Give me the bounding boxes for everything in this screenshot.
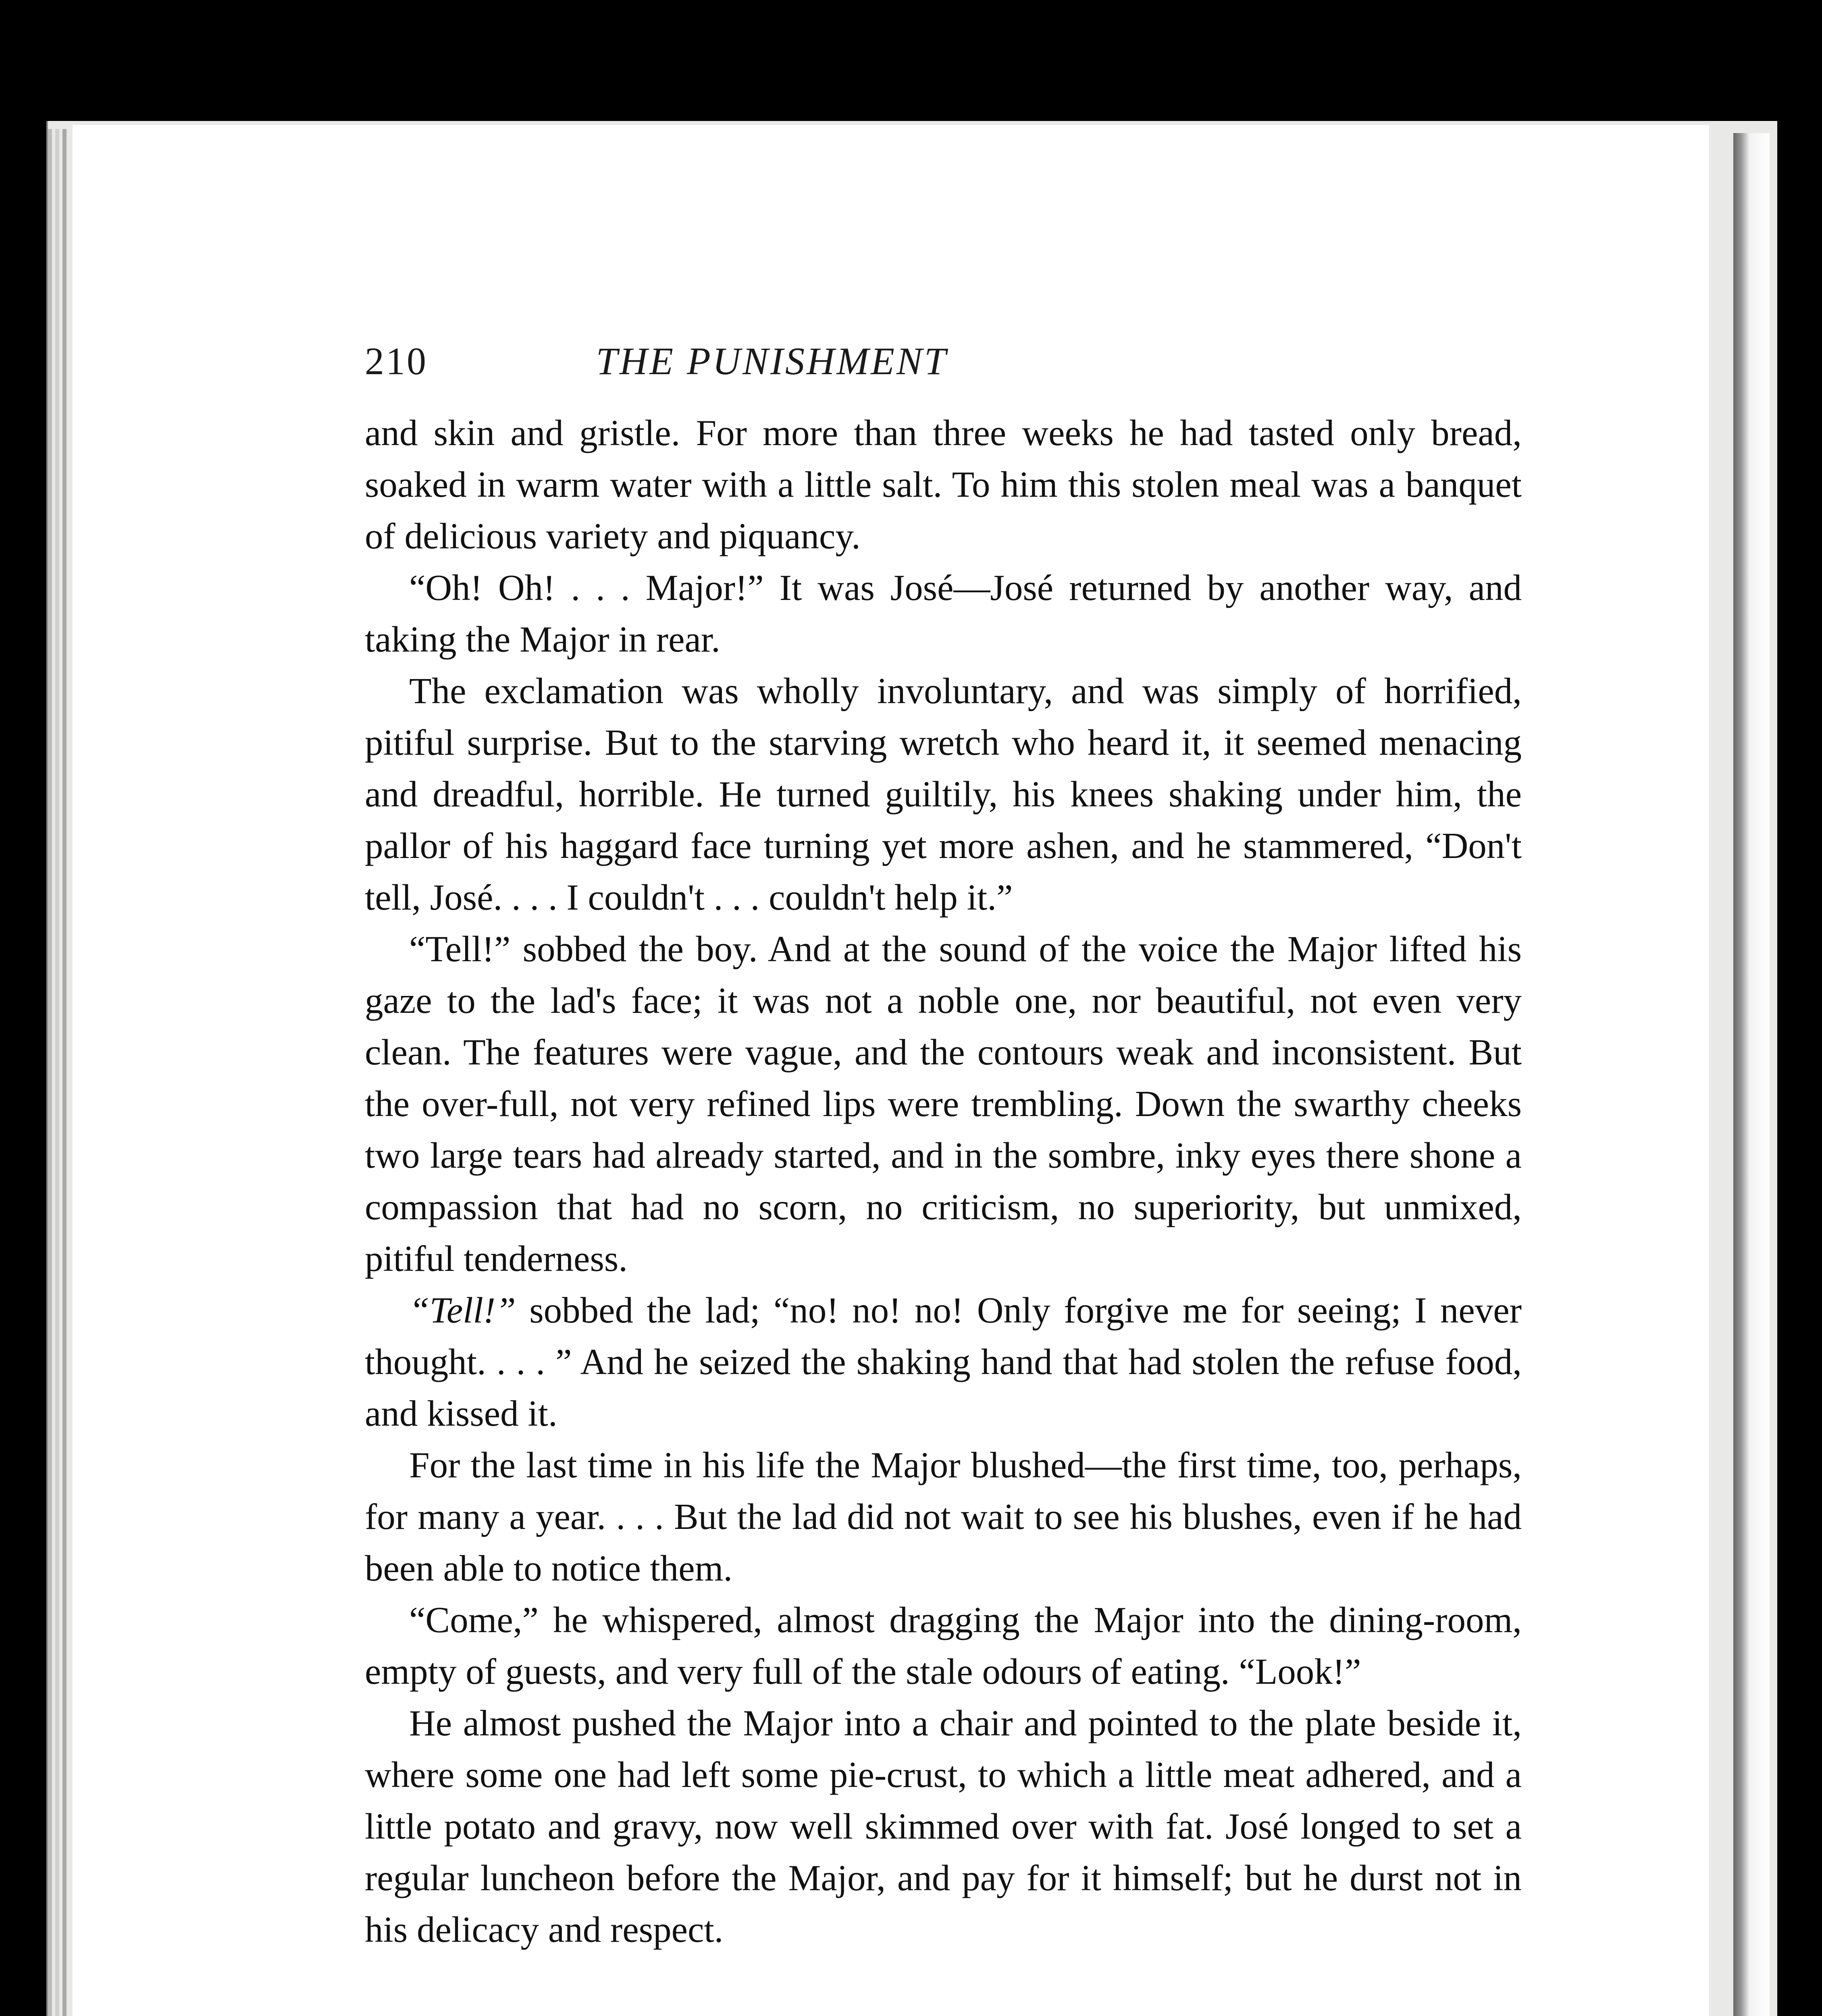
- running-head: [365, 339, 1179, 403]
- paragraph-text: “Come,” he whispered, almost dragging the Major into the dining-room, empty of guests, and very full of the stale odours of eating. “Look!”: [365, 1599, 1522, 1692]
- paragraph: [365, 665, 1522, 923]
- paragraph: [365, 407, 1522, 562]
- italic-exclamation: “Tell!”: [409, 1290, 516, 1331]
- page-edge: [55, 129, 59, 2016]
- paragraph-text: and skin and gristle. For more than three weeks he had tasted only bread, soaked in warm water with a little salt. To him this stolen meal was a banquet of delicious variety and piquancy.: [365, 412, 1522, 556]
- paragraph: [365, 1285, 1522, 1439]
- paragraph-text: “Oh! Oh! . . . Major!” It was José—José returned by another way, and taking the Major in rear.: [365, 567, 1522, 660]
- page-edge: [48, 129, 52, 2016]
- paragraph-text: For the last time in his life the Major blushed—the first time, too, perhaps, for many a year. . . . But the lad did not wait to see his blushes, even if he had been able to notice them.: [365, 1445, 1522, 1589]
- chapter-title: THE PUNISHMENT: [596, 339, 948, 383]
- page-number: 210: [365, 339, 428, 383]
- paragraph: [365, 1439, 1522, 1594]
- paragraph: [365, 1594, 1522, 1697]
- paragraph-text: sobbed the lad; “no! no! no! Only forgive me for seeing; I never thought. . . . ” And he seized the shaking hand that had stolen the refuse food, and kissed it.: [365, 1290, 1522, 1434]
- paragraph-text: “Tell!” sobbed the boy. And at the sound of the voice the Major lifted his gaze to the lad's face; it was not a noble one, nor beautiful, not even very clean. The features were vague, and the contours weak and inconsistent. But the over-full, not very refined lips were trembling. Down the swarthy cheeks two large tears had already started, and in the sombre, inky eyes there shone a compassion that had no scorn, no criticism, no superiority, but unmixed, pitiful tenderness.: [365, 929, 1522, 1279]
- facing-page-edge: [1733, 133, 1770, 2016]
- body-text: [365, 407, 1522, 1956]
- paragraph-text: The exclamation was wholly involuntary, and was simply of horrified, pitiful surprise. But to the starving wretch who heard it, it seemed menacing and dreadful, horrible. He turned guiltily, his knees shaking under him, the pallor of his haggard face turning yet more ashen, and he stammered, “Don't tell, José. . . . I couldn't . . . couldn't help it.”: [365, 671, 1522, 918]
- paragraph: [365, 562, 1522, 665]
- paragraph-text: He almost pushed the Major into a chair and pointed to the plate beside it, where some one had left some pie-crust, to which a little meat adhered, and a little potato and gravy, now well skimmed over with fat. José longed to set a regular luncheon before the Major, and pay for it himself; but he durst not in his delicacy and respect.: [365, 1703, 1522, 1950]
- paragraph: [365, 1697, 1522, 1956]
- paragraph: [365, 923, 1522, 1285]
- page-edge: [62, 129, 67, 2016]
